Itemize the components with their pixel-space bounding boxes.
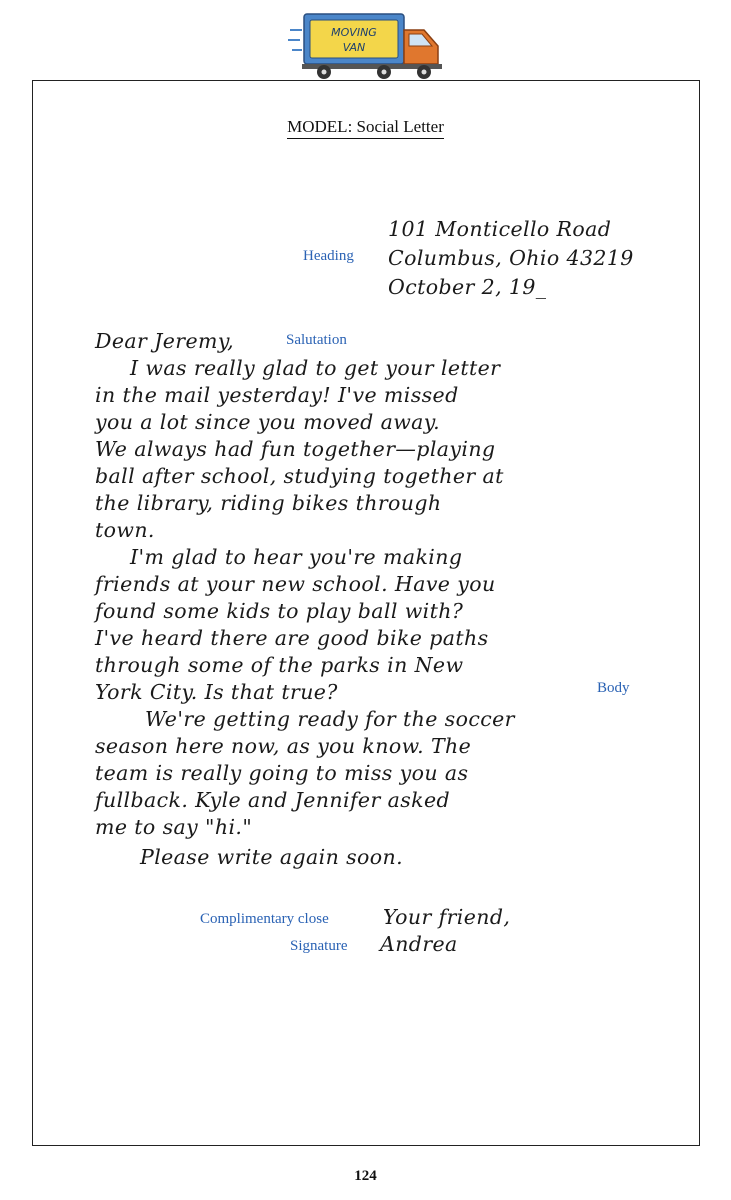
body-line: I've heard there are good bike paths	[95, 626, 489, 650]
van-text-line2: VAN	[342, 41, 366, 54]
page-number: 124	[354, 1168, 377, 1184]
body-line: ball after school, studying together at	[95, 464, 504, 488]
body-line: found some kids to play ball with?	[95, 599, 464, 623]
body-line: fullback. Kyle and Jennifer asked	[95, 788, 451, 812]
body-line: I'm glad to hear you're making	[130, 545, 463, 569]
body-line: you a lot since you moved away.	[95, 410, 440, 434]
body-line: York City. Is that true?	[95, 680, 338, 704]
body-line: We always had fun together—playing	[95, 437, 496, 461]
address-line: 101 Monticello Road	[388, 217, 612, 241]
body-line: season here now, as you know. The	[95, 734, 472, 758]
body-line: through some of the parks in New	[95, 653, 464, 677]
body-line: I was really glad to get your letter	[130, 356, 501, 380]
address-line: October 2, 19_	[388, 275, 547, 299]
body-line: We're getting ready for the soccer	[145, 707, 515, 731]
body-line: team is really going to miss you as	[95, 761, 469, 785]
body-line: me to say "hi."	[95, 815, 253, 839]
moving-van-icon	[288, 6, 448, 84]
body-label: Body	[597, 680, 630, 696]
body-line: friends at your new school. Have you	[95, 572, 496, 596]
salutation-label: Salutation	[286, 332, 347, 348]
address-line: Columbus, Ohio 43219	[388, 246, 634, 270]
signature: Andrea	[380, 932, 458, 956]
body-line: in the mail yesterday! I've missed	[95, 383, 459, 407]
salutation: Dear Jeremy,	[95, 329, 235, 353]
van-text-line1: MOVING	[331, 26, 377, 39]
heading-label: Heading	[303, 248, 354, 264]
body-line: the library, riding bikes through	[95, 491, 442, 515]
signature-label: Signature	[290, 938, 348, 954]
complimentary-close: Your friend,	[383, 905, 511, 929]
page-title: MODEL: Social Letter	[0, 117, 731, 137]
body-line: Please write again soon.	[140, 845, 404, 869]
complimentary-close-label: Complimentary close	[200, 911, 329, 927]
body-line: town.	[95, 518, 155, 542]
